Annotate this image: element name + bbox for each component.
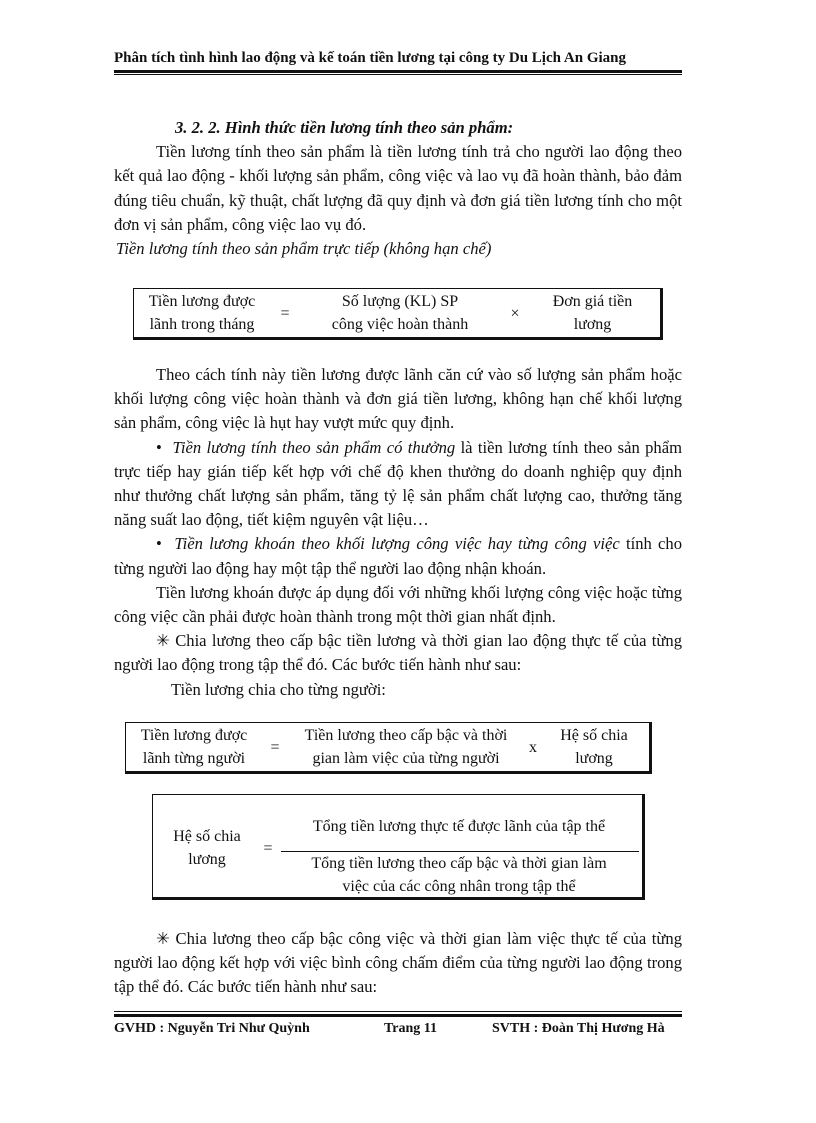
header-rule-thin <box>114 74 682 75</box>
bullet-lead: Tiền lương khoán theo khối lượng công việc hay từng công việc <box>174 534 620 554</box>
page-header-title: Phân tích tình hình lao động và kế toán tiền lương tại công ty Du Lịch An Giang <box>114 50 626 66</box>
equals-sign: = <box>280 304 290 322</box>
formula-term: lãnh trong tháng <box>149 316 255 333</box>
bullet-item <box>114 436 682 533</box>
bullet-icon: • <box>156 534 175 554</box>
paragraph: Tiền lương tính theo sản phẩm là tiền lương tính trả cho người lao động theo kết quả lao động - khối lượng sản phẩm, công việc và lao vụ đã hoàn thành, bảo đảm đúng tiêu chuẩn, kỹ thuật, chất lượng đã quy định và đơn giá tiền lương tính cho một đơn vị sản phẩm, công việc lao vụ đó. <box>114 142 682 234</box>
formula-term: lương <box>575 750 613 767</box>
bullet-item <box>114 532 682 580</box>
paragraph: ✳ Chia lương theo cấp bậc công việc và thời gian làm việc thực tế của từng người lao động kết hợp với việc bình công chấm điểm của từng người lao động trong tập thể đó. Các bước tiến hành như sau: <box>114 929 682 997</box>
formula-term: gian làm việc của từng người <box>312 750 500 767</box>
paragraph: Tiền lương chia cho từng người: <box>171 679 386 699</box>
fraction-numerator: Tổng tiền lương thực tế được lãnh của tập thể <box>312 818 606 835</box>
formula-term: Tiền lương được <box>140 727 248 744</box>
footer-rule-thin <box>114 1011 682 1012</box>
section-heading: 3. 2. 2. Hình thức tiền lương tính theo sản phẩm: <box>175 118 514 137</box>
formula-term: công việc hoàn thành <box>331 316 469 333</box>
formula-term: Số lượng (KL) SP <box>341 293 459 310</box>
formula-term: lương <box>573 316 612 333</box>
paragraph-italic: Tiền lương tính theo sản phẩm trực tiếp (không hạn chế) <box>116 239 492 259</box>
formula-term: Hệ số chia <box>560 727 628 744</box>
fraction-denominator: việc của các công nhân trong tập thể <box>342 878 576 895</box>
paragraph: Theo cách tính này tiền lương được lãnh căn cứ vào số lượng sản phẩm hoặc khối lượng công việc hoàn thành và đơn giá tiền lương, không hạn chế khối lượng sản phẩm, công việc là hụt hay vượt mức quy định. <box>114 365 682 433</box>
paragraph: Tiền lương khoán được áp dụng đối với những khối lượng công việc hoặc từng công việc cần phải được hoàn thành trong một thời gian nhất định. <box>114 582 682 627</box>
header-rule <box>114 70 682 73</box>
text-block-2 <box>114 363 682 702</box>
formula-term: Tiền lương được <box>148 293 256 310</box>
bullet-lead: Tiền lương tính theo sản phẩm có thưởng <box>172 437 456 457</box>
formula-box-1 <box>133 288 663 340</box>
footer-rule <box>114 1014 682 1017</box>
text-block-3 <box>114 927 682 1000</box>
multiply-sign: x <box>529 738 537 756</box>
formula-term: lãnh từng người <box>142 750 246 767</box>
formula-term: Hệ số chia <box>173 828 241 845</box>
bullet-text: là tiền lương tính theo sản phẩm trực tiếp hay gián tiếp kết hợp với chế độ khen thưởng do doanh nghiệp quy định như thưởng chất lượng sản phẩm, tăng tỷ lệ sản phẩm chất lượng cao, thưởng tăng năng suất lao động, tiết kiệm nguyên vật liệu… <box>114 437 682 530</box>
footer-page-number: Trang 11 <box>384 1021 438 1036</box>
footer-student: SVTH : Đoàn Thị Hương Hà <box>492 1021 665 1036</box>
equals-sign: = <box>270 738 280 756</box>
formula-box-3 <box>152 794 645 900</box>
formula-term: Tiền lương theo cấp bậc và thời <box>304 727 508 744</box>
bullet-text: tính cho từng người lao động hay một tập thể người lao động nhận khoán. <box>114 534 683 578</box>
formula-box-2 <box>125 722 652 774</box>
formula-term: Đơn giá tiền <box>552 293 633 310</box>
text-block-1 <box>114 116 682 261</box>
equals-sign: = <box>263 840 273 857</box>
bullet-icon: • <box>156 437 173 457</box>
paragraph: ✳ Chia lương theo cấp bậc tiền lương và thời gian lao động thực tế của từng người lao động trong tập thể đó. Các bước tiến hành như sau: <box>114 631 682 675</box>
multiply-sign: × <box>510 304 520 322</box>
fraction-denominator: Tổng tiền lương theo cấp bậc và thời gian làm <box>311 855 607 872</box>
formula-term: lương <box>188 851 226 868</box>
footer-advisor: GVHD : Nguyễn Tri Như Quỳnh <box>114 1021 310 1036</box>
